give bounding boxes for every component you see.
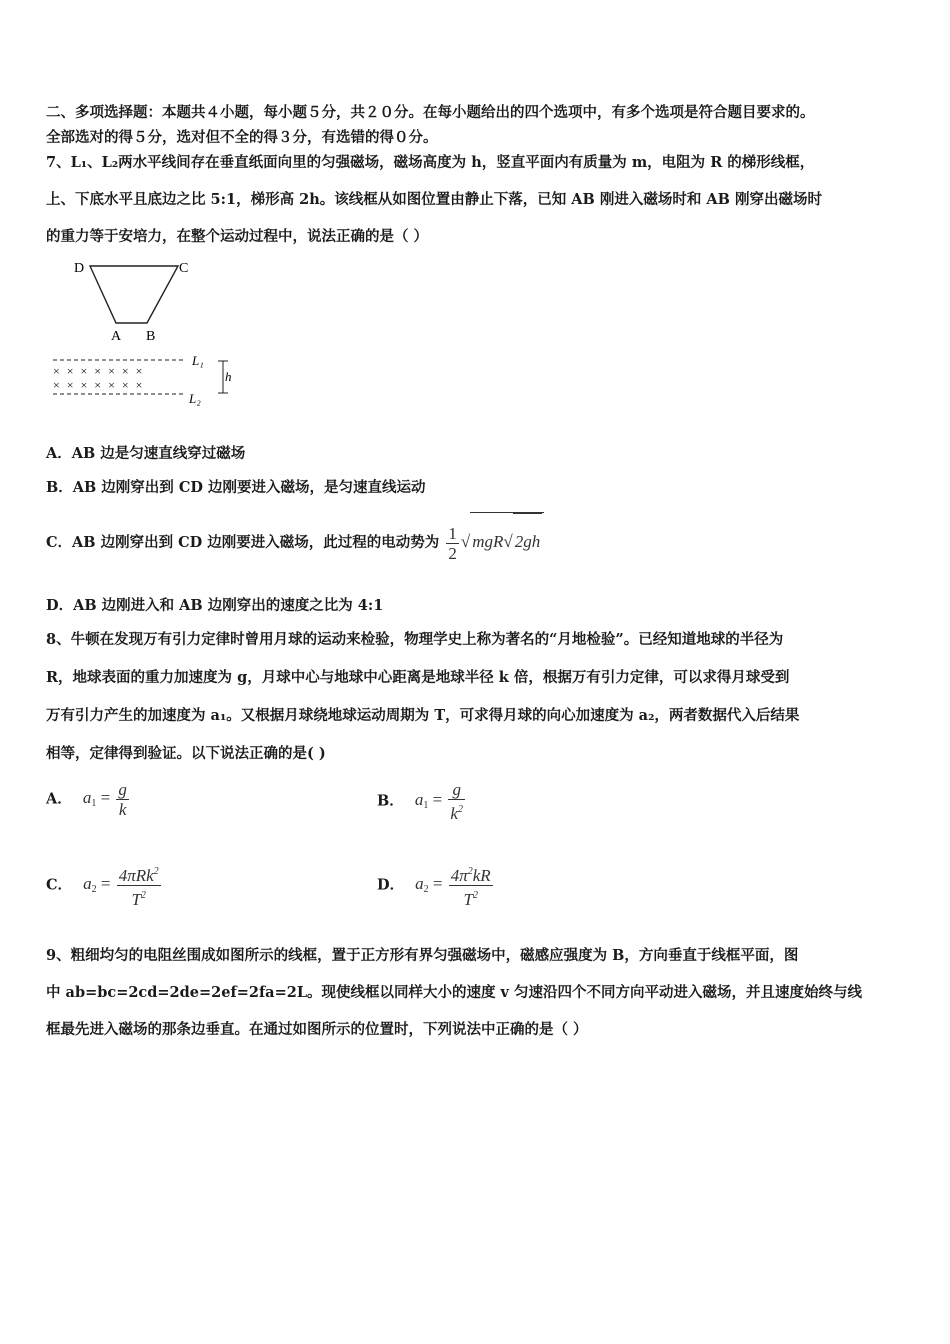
- section-header-line-2: 全部选对的得５分，选对但不全的得３分，有选错的得０分。: [46, 129, 438, 146]
- q9-stem-line-1: 9、粗细均匀的电阻丝围成如图所示的线框，置于正方形有界匀强磁场中，磁感应强度为 B，方向垂直于线框平面，图: [46, 947, 799, 964]
- q9-stem-line-2: 中 ab=bc=2cd=2de=2ef=2fa=2L。现使线框以同样大小的速度 v 匀速沿四个不同方向平动进入磁场，并且速度始终与线: [46, 984, 863, 1001]
- q8-stem-line-4: 相等，定律得到验证。以下说法正确的是( ): [46, 745, 326, 762]
- q8-option-d[interactable]: D． $a_2$ = $\frac{4\pi^2kR}{T^2}$: [377, 862, 495, 909]
- q7-option-b[interactable]: B．AB 边刚穿出到 CD 边刚要进入磁场，是匀速直线运动: [46, 479, 426, 496]
- q8-stem-line-1: 8、牛顿在发现万有引力定律时曾用月球的运动来检验，物理学史上称为著名的“月地检验”。已经知道地球的半径为: [46, 631, 784, 648]
- label-h: h: [225, 369, 232, 384]
- trapezoid-frame: [90, 266, 178, 323]
- q8-stem-line-2: R，地球表面的重力加速度为 g，月球中心与地球中心距离是地球半径 k 倍，根据万有引力定律，可以求得月球受到: [46, 669, 790, 686]
- label-b: B: [146, 329, 156, 344]
- q7-stem-line-3: 的重力等于安培力，在整个运动过程中，说法正确的是（ ）: [46, 228, 429, 245]
- q8-stem-line-3: 万有引力产生的加速度为 a₁。又根据月球绕地球运动周期为 T，可求得月球的向心加速度为 a₂，两者数据代入后结果: [46, 707, 800, 724]
- q7-option-c[interactable]: [46, 512, 544, 571]
- label-l1: L₁: [192, 353, 204, 368]
- label-c: C: [179, 261, 189, 276]
- q7-option-a[interactable]: A．AB 边是匀速直线穿过磁场: [46, 445, 246, 462]
- q7-trapezoid-figure: [48, 255, 248, 407]
- label-a: A: [111, 329, 122, 344]
- section-header-line-1: 二、多项选择题：本题共４小题，每小题５分，共２０分。在每小题给出的四个选项中，有多个选项是符合题目要求的。: [46, 104, 815, 121]
- q8-option-a[interactable]: A． $a_1$ = $\frac{g}{k}$: [46, 780, 127, 819]
- label-l2: L₂: [189, 391, 201, 406]
- q7-stem-line-1: 7、L₁、L₂两水平线间存在垂直纸面向里的匀强磁场，磁场高度为 h，竖直平面内有质量为 m，电阻为 R 的梯形线框，: [46, 154, 815, 171]
- q7-option-d[interactable]: D．AB 边刚进入和 AB 边刚穿出的速度之比为 4:1: [46, 597, 384, 614]
- label-d: D: [74, 261, 85, 276]
- q7-stem-line-2: 上、下底水平且底边之比 5:1，梯形高 2h。该线框从如图位置由静止下落，已知 AB 刚进入磁场时和 AB 刚穿出磁场时: [46, 191, 822, 208]
- field-row-1: × × × × × × ×: [53, 364, 145, 378]
- q7-option-c-text: C．AB 边刚穿出到 CD 边刚要进入磁场，此过程的电动势为: [46, 534, 440, 551]
- q8-option-b[interactable]: B． $a_1$ = $\frac{g}{k^2}$: [377, 780, 463, 823]
- q9-stem-line-3: 框最先进入磁场的那条边垂直。在通过如图所示的位置时，下列说法中正确的是（ ）: [46, 1021, 588, 1038]
- q8-option-c[interactable]: C． $a_2$ = $\frac{4\pi Rk^2}{T^2}$: [46, 862, 163, 909]
- q7-option-c-formula: $\frac{1}{2}$ √ mgR√ 2gh: [444, 532, 544, 551]
- field-row-2: × × × × × × ×: [53, 378, 145, 392]
